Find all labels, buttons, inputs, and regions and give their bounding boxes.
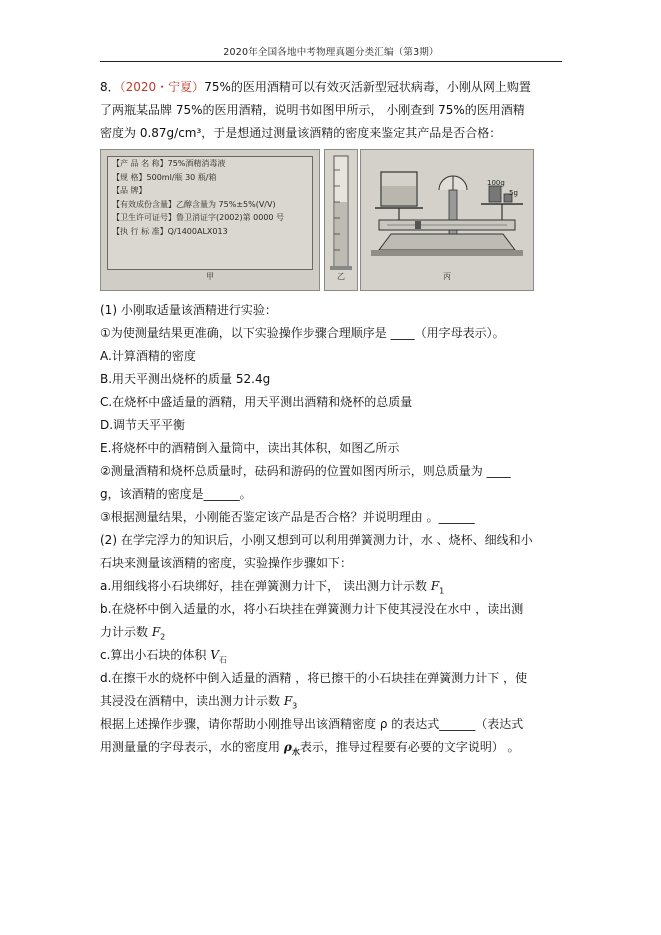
figure-bing-balance	[360, 149, 534, 291]
option-a: A.计算酒精的密度	[100, 349, 196, 363]
step-c-text: c.算出小石块的体积	[100, 648, 211, 662]
step-c	[100, 644, 570, 667]
figure-jia-label	[100, 149, 320, 291]
variable-rho: ρ	[283, 740, 292, 754]
option-b: B.用天平测出烧杯的质量 52.4g	[100, 372, 271, 386]
step-b-line-2	[100, 621, 570, 644]
sub-question-1: ①为使测量结果更准确，以下实验操作步骤合理顺序是 ____（用字母表示）。	[100, 326, 505, 340]
step-b-text: 力计示数	[100, 625, 152, 639]
sub-question-3: ③根据测量结果，小刚能否鉴定该产品是否合格？并说明理由 。______	[100, 510, 475, 524]
variable-v: V	[210, 648, 219, 662]
question-body	[100, 76, 570, 759]
formula-line-1: 根据上述操作步骤，请你帮助小刚推导出该酒精密度 ρ 的表达式______（表达式	[100, 717, 524, 731]
label-row: 【规 格】500ml/瓶 30 瓶/箱	[112, 172, 217, 182]
option-e: E.将烧杯中的酒精倒入量筒中，读出其体积，如图乙所示	[100, 441, 400, 455]
question-intro-3: 密度为 0.87g/cm³，于是想通过测量该酒精的密度来鉴定其产品是否合格：	[100, 126, 502, 140]
figure-jia-caption: 甲	[206, 272, 214, 281]
variable-subscript: 石	[218, 655, 227, 665]
step-d-line-1: d.在擦干水的烧杯中倒入适量的酒精 ，将已擦干的小石块挂在弹簧测力计下 ，使	[100, 671, 528, 685]
step-d-line-2	[100, 690, 570, 713]
variable-f: F	[151, 625, 161, 639]
variable-subscript: 2	[160, 632, 166, 642]
formula-text-post: 表示，推导过程要有必要的文字说明） 。	[299, 740, 520, 754]
label-row: 【执 行 标 准】Q/1400ALX013	[112, 226, 228, 236]
sub-question-2-line-2: g，该酒精的密度是______。	[100, 487, 252, 501]
question-number: 8．	[100, 80, 120, 94]
question-intro-1: 75%的医用酒精可以有效灭活新型冠状病毒，小刚从网上购置	[204, 80, 531, 94]
label-row: 【有效成份含量】乙醇含量为 75%±5%(V/V)	[112, 199, 276, 209]
step-a-text: a.用细线将小石块绑好，挂在弹簧测力计下， 读出测力计示数	[100, 579, 431, 593]
balance-scale-icon	[361, 150, 533, 276]
variable-f: F	[430, 579, 440, 593]
part-2-line-2: 石块来测量该酒精的密度，实验操作步骤如下：	[100, 556, 353, 570]
variable-subscript: 3	[292, 701, 298, 711]
question-intro-2: 了两瓶某品牌 75%的医用酒精，说明书如图甲所示， 小刚查到 75%的医用酒精	[100, 103, 525, 117]
variable-f: F	[283, 694, 293, 708]
part-1-title: (1) 小刚取适量该酒精进行实验：	[100, 303, 277, 317]
step-a	[100, 575, 570, 598]
formula-text-pre: 用测量量的字母表示，水的密度用	[100, 740, 284, 754]
step-d-text: 其浸没在酒精中，读出测力计示数	[100, 694, 284, 708]
page-header: 2020年全国各地中考物理真题分类汇编（第3期）	[223, 47, 439, 58]
question-source: （2020・宁夏）	[119, 80, 205, 94]
label-row: 【品 牌】	[112, 186, 147, 195]
question-line-1	[100, 76, 570, 99]
label-plate	[107, 156, 313, 270]
formula-line-2	[100, 736, 570, 759]
weight-label: 100g	[487, 179, 505, 187]
variable-subscript: 水	[291, 747, 300, 757]
label-row: 【卫生许可证号】鲁卫消证字(2002)第 0000 号	[112, 213, 285, 222]
part-2-line-1: (2) 在学完浮力的知识后，小刚又想到可以利用弹簧测力计，水 、烧杯、细线和小	[100, 533, 533, 547]
figures-row	[100, 149, 570, 293]
option-d: D.调节天平平衡	[100, 418, 186, 432]
weight-label-small: 5g	[509, 189, 518, 197]
step-b-line-1: b.在烧杯中倒入适量的水，将小石块挂在弹簧测力计下使其浸没在水中 ，读出测	[100, 602, 524, 616]
figure-bing-caption: 丙	[443, 272, 451, 281]
variable-subscript: 1	[439, 586, 445, 596]
figure-yi-caption: 乙	[337, 272, 345, 281]
label-row: 【产 品 名 称】75%酒精消毒液	[112, 159, 226, 168]
header-rule	[100, 61, 562, 62]
figure-yi-cylinder	[324, 149, 358, 291]
option-c: C.在烧杯中盛适量的酒精，用天平测出酒精和烧杯的总质量	[100, 395, 413, 409]
graduated-cylinder-icon	[325, 150, 357, 278]
sub-question-2-line-1: ②测量酒精和烧杯总质量时，砝码和游码的位置如图丙所示，则总质量为 ____	[100, 464, 511, 478]
